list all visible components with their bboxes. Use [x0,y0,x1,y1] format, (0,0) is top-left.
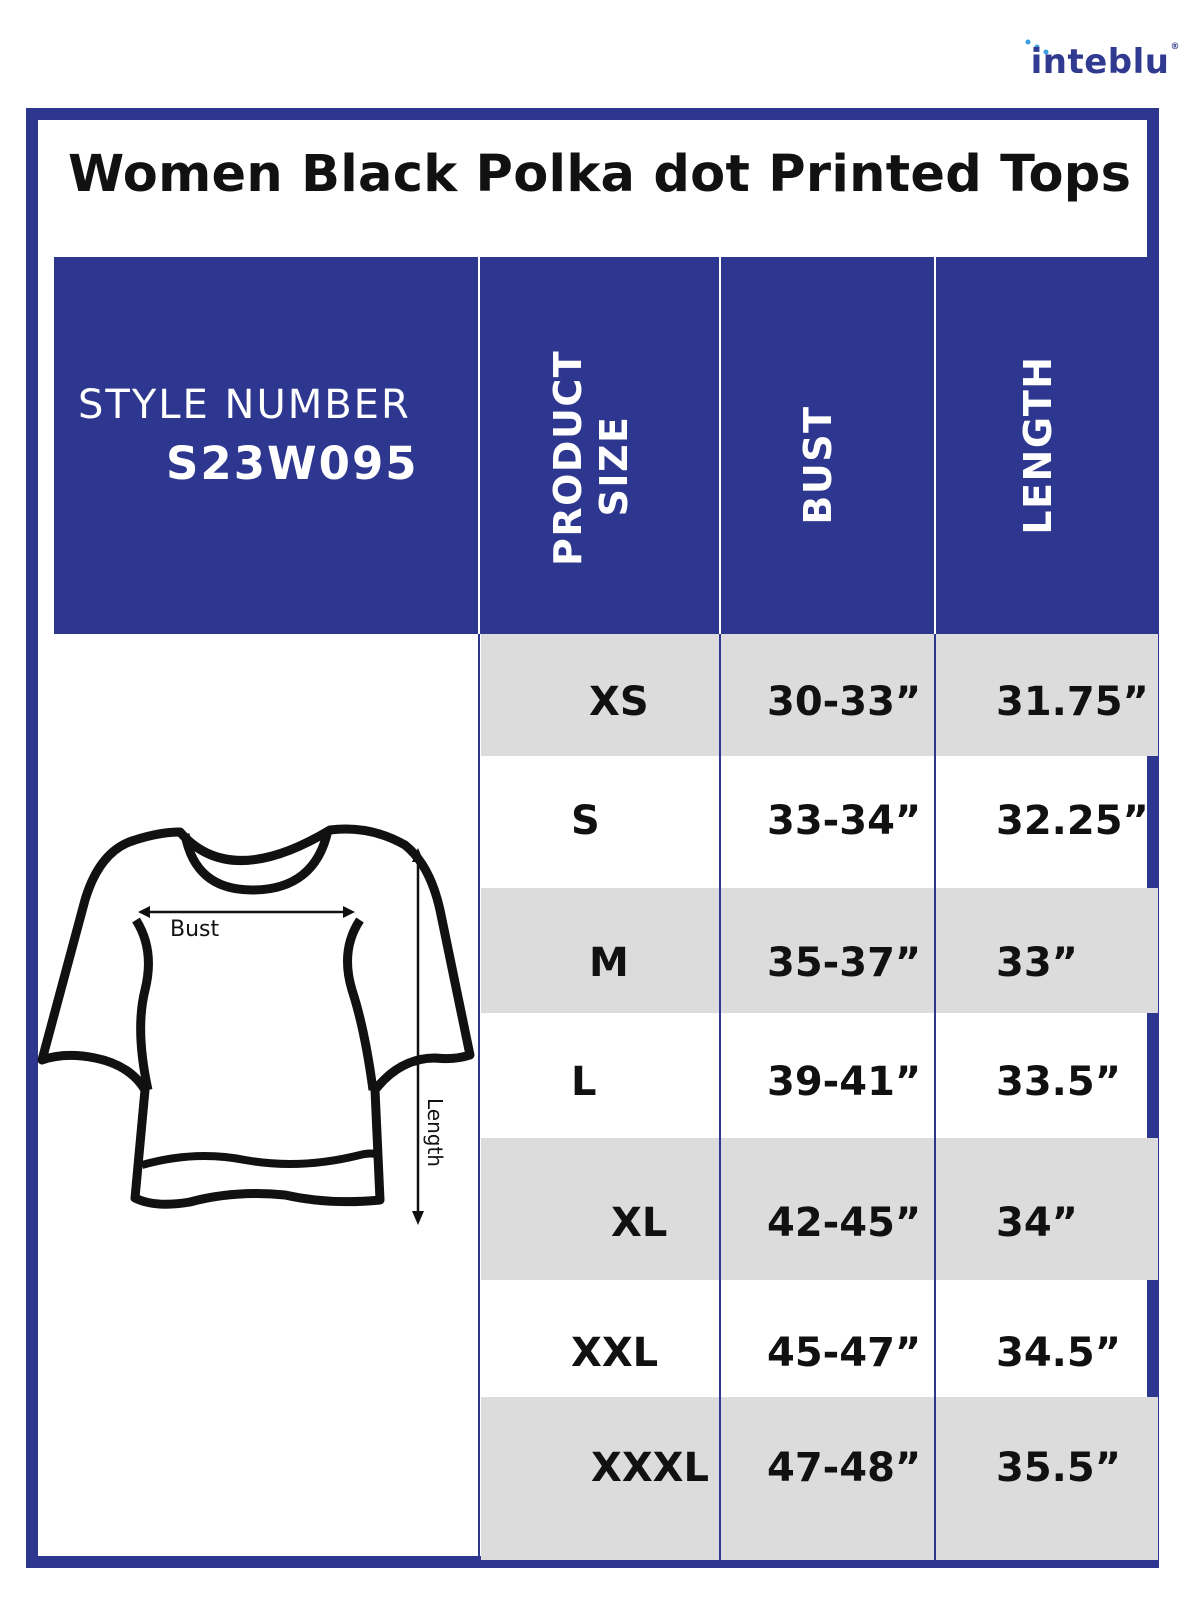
bust-cell: 47-48” [767,1445,922,1491]
size-cell: L [571,1059,597,1105]
bust-cell: 45-47” [767,1330,922,1376]
top-outline [42,829,470,1204]
bust-arrow-right-icon [343,906,355,918]
length-cell: 34” [996,1200,1078,1246]
length-cell: 33.5” [996,1059,1121,1105]
column-header-product-size-line2: SIZE [592,415,636,517]
brand-registered-mark: ® [1170,42,1180,52]
column-header-length-label: LENGTH [1016,355,1060,535]
length-label: Length [423,1098,447,1167]
size-cell: S [571,798,600,844]
bust-cell: 35-37” [767,940,922,986]
style-number-value: S23W095 [166,437,419,490]
style-block [54,257,478,634]
hem-line [142,1154,378,1166]
table-row [481,634,1158,756]
brand-name: inteblu [1030,42,1170,82]
size-cell: M [589,940,629,986]
column-header-bust-label: BUST [796,405,840,525]
size-cell: XS [589,679,649,725]
column-header-bust [795,380,845,550]
garment-measurement-diagram [30,820,490,1270]
header-divider-light-2 [719,257,721,634]
bust-arrow-left-icon [138,906,150,918]
right-armhole [348,920,374,1090]
bust-label: Bust [170,917,220,942]
table-row [481,888,1158,1013]
header-divider-light-3 [934,257,936,634]
table-row [481,756,1158,888]
size-cell: XL [611,1200,668,1246]
length-arrow-down-icon [412,1211,424,1225]
style-number-label: STYLE NUMBER [78,382,411,428]
length-cell: 34.5” [996,1330,1121,1376]
bust-cell: 42-45” [767,1200,922,1246]
table-row [481,1013,1158,1138]
left-armhole [136,920,148,1090]
brand-logo [1031,42,1180,82]
length-cell: 35.5” [996,1445,1121,1491]
column-header-product-size-line1: PRODUCT [546,349,590,566]
header-divider-light-1 [478,257,480,634]
length-cell: 32.25” [996,798,1149,844]
length-cell: 33” [996,940,1078,986]
page-title: Women Black Polka dot Printed Tops [68,145,1132,204]
table-row [481,1397,1158,1560]
bust-cell: 30-33” [767,679,922,725]
bust-cell: 33-34” [767,798,922,844]
bust-cell: 39-41” [767,1059,922,1105]
size-cell: XXXL [591,1445,710,1491]
column-header-length [1015,340,1065,550]
length-cell: 31.75” [996,679,1149,725]
column-header-product-size [545,349,645,566]
size-cell: XXL [571,1330,659,1376]
table-row [481,1138,1158,1280]
table-row [481,1280,1158,1397]
